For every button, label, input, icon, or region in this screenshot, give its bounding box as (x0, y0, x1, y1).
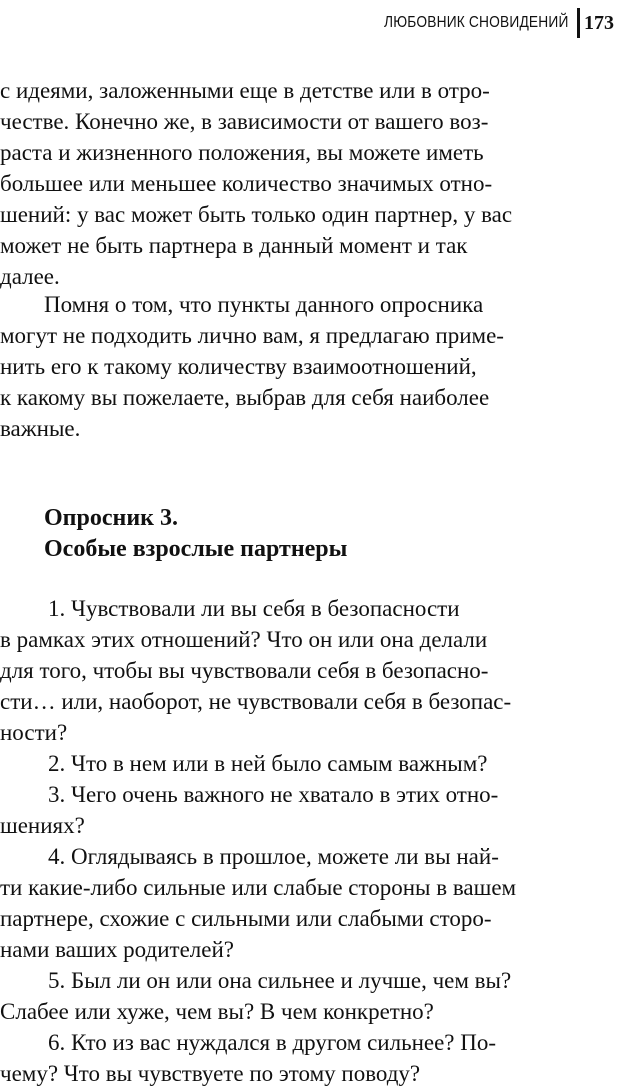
heading-line: Опросник 3. (44, 505, 178, 531)
question-line: 2. Что в нем или в ней было самым важным? (48, 751, 488, 776)
text-line: важные. (0, 416, 81, 441)
questionnaire-list (0, 593, 580, 1089)
question-line: 4. Оглядываясь в прошлое, можете ли вы най- (48, 844, 499, 869)
question-line: партнере, схожие с сильными или слабыми сторо- (0, 906, 492, 931)
text-line: честве. Конечно же, в зависимости от вашего воз- (0, 109, 489, 134)
running-head (354, 8, 614, 38)
question-line: сти… или, наоборот, не чувствовали себя в безопас- (0, 689, 512, 714)
text-line: большее или меньшее количество значимых отно- (0, 171, 493, 196)
question-line: ти какие-либо сильные или слабые стороны в вашем (0, 875, 517, 900)
question-line: чему? Что вы чувствуете по этому поводу? (0, 1061, 421, 1086)
heading-line: Особые взрослые партнеры (44, 536, 348, 562)
text-line: нить его к такому количеству взаимоотношений, (0, 354, 477, 379)
text-line: может не быть партнера в данный момент и так (0, 233, 468, 258)
question-line: нами ваших родителей? (0, 937, 234, 962)
text-line: Помня о том, что пункты данного опросника (44, 292, 484, 317)
text-line: могут не подходить лично вам, я предлагаю приме- (0, 323, 504, 348)
running-title: ЛЮБОВНИК СНОВИДЕНИЙ (384, 14, 569, 31)
question-line: 3. Чего очень важного не хватало в этих отно- (48, 782, 499, 807)
question-line: для того, чтобы вы чувствовали себя в безопасно- (0, 658, 489, 683)
text-line: к какому вы пожелаете, выбрав для себя наиболее (0, 385, 490, 410)
header-rule (577, 8, 580, 38)
text-line: раста и жизненного положения, вы можете иметь (0, 140, 484, 165)
question-line: 5. Был ли он или она сильнее и лучше, чем вы? (48, 968, 512, 993)
question-line: 1. Чувствовали ли вы себя в безопасности (48, 596, 460, 621)
section-heading (44, 503, 347, 565)
question-line: Слабее или хуже, чем вы? В чем конкретно? (0, 999, 434, 1024)
question-line: в рамках этих отношений? Что он или она делали (0, 627, 488, 652)
paragraph-questionnaire-note (0, 289, 580, 444)
text-line: с идеями, заложенными еще в детстве или в отро- (0, 78, 490, 103)
question-line: ности? (0, 720, 68, 745)
page-number: 173 (584, 11, 614, 34)
question-line: 6. Кто из вас нуждался в другом сильнее? По- (48, 1030, 497, 1055)
text-line: далее. (0, 264, 60, 289)
question-line: шениях? (0, 813, 85, 838)
paragraph-continued (0, 75, 580, 292)
text-line: шений: у вас может быть только один партнер, у вас (0, 202, 513, 227)
